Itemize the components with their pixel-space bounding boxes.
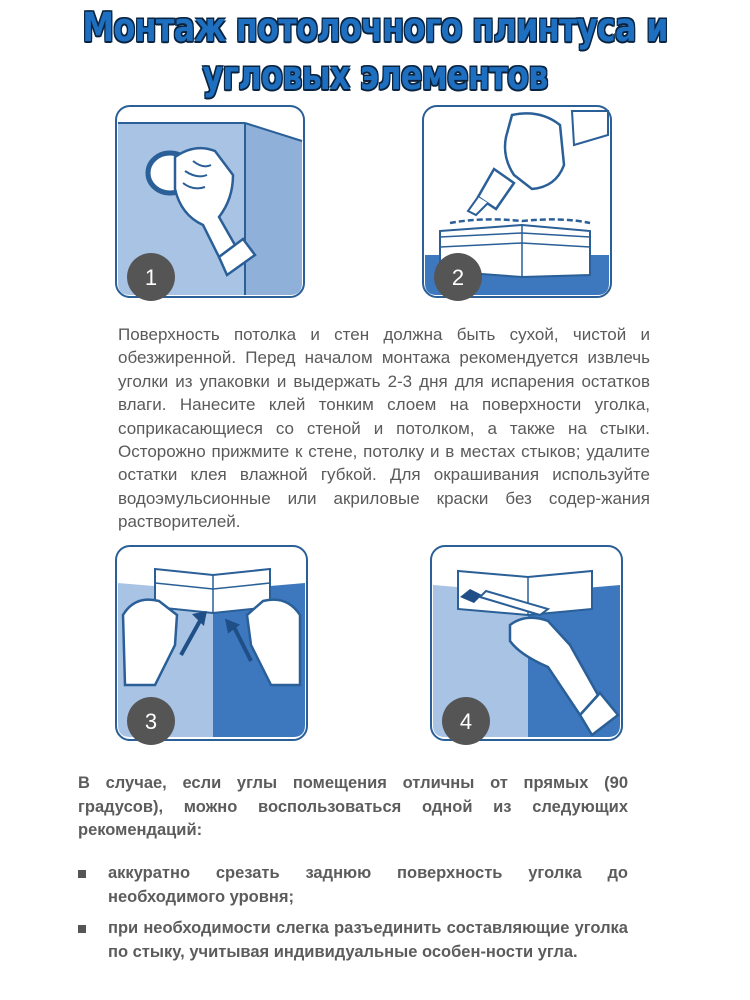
step-4-illustration bbox=[430, 545, 623, 741]
bullet-square-icon bbox=[78, 925, 86, 933]
step-2-number: 2 bbox=[451, 265, 465, 290]
step-1-illustration bbox=[115, 105, 305, 298]
list-item-text: аккуратно срезать заднюю поверхность уголка до необходимого уровня; bbox=[108, 864, 628, 906]
list-item bbox=[78, 917, 628, 964]
installation-instructions: Поверхность потолка и стен должна быть сухой, чистой и обезжиренной. Перед началом монтажа рекомендуется извлечь уголки из упаковки и выдержать 2-3 дня для испарения остатков влаги. Нанесите клей тонким слоем на поверхности уголка, соприкасающиеся со стеной и потолком, а также на стыки. Осторожно прижмите к стене, потолку и в местах стыков; удалите остатки клея влажной губкой. Для окрашивания используйте водоэмульсионные или акриловые краски без содер-жания растворителей. bbox=[118, 325, 650, 532]
recommendations-intro: В случае, если углы помещения отличны от прямых (90 градусов), можно воспользоваться одной из следующих рекомендаций: bbox=[78, 774, 628, 839]
list-item-text: при необходимости слегка разъединить составляющие уголка по стыку, учитывая индивидуальные особен-ности угла. bbox=[108, 919, 628, 961]
step-4-number: 4 bbox=[459, 709, 473, 734]
list-item bbox=[78, 862, 628, 909]
step-3-number: 3 bbox=[144, 709, 158, 734]
step-2-illustration bbox=[422, 105, 612, 298]
page-title bbox=[75, 4, 675, 100]
step-3-illustration bbox=[115, 545, 308, 741]
bullet-square-icon bbox=[78, 870, 86, 878]
title-line-1: Монтаж потолочного плинтуса и bbox=[82, 5, 668, 51]
recommendations-list bbox=[78, 862, 628, 972]
title-line-2: угловых элементов bbox=[202, 53, 548, 99]
step-1-number: 1 bbox=[144, 265, 158, 290]
